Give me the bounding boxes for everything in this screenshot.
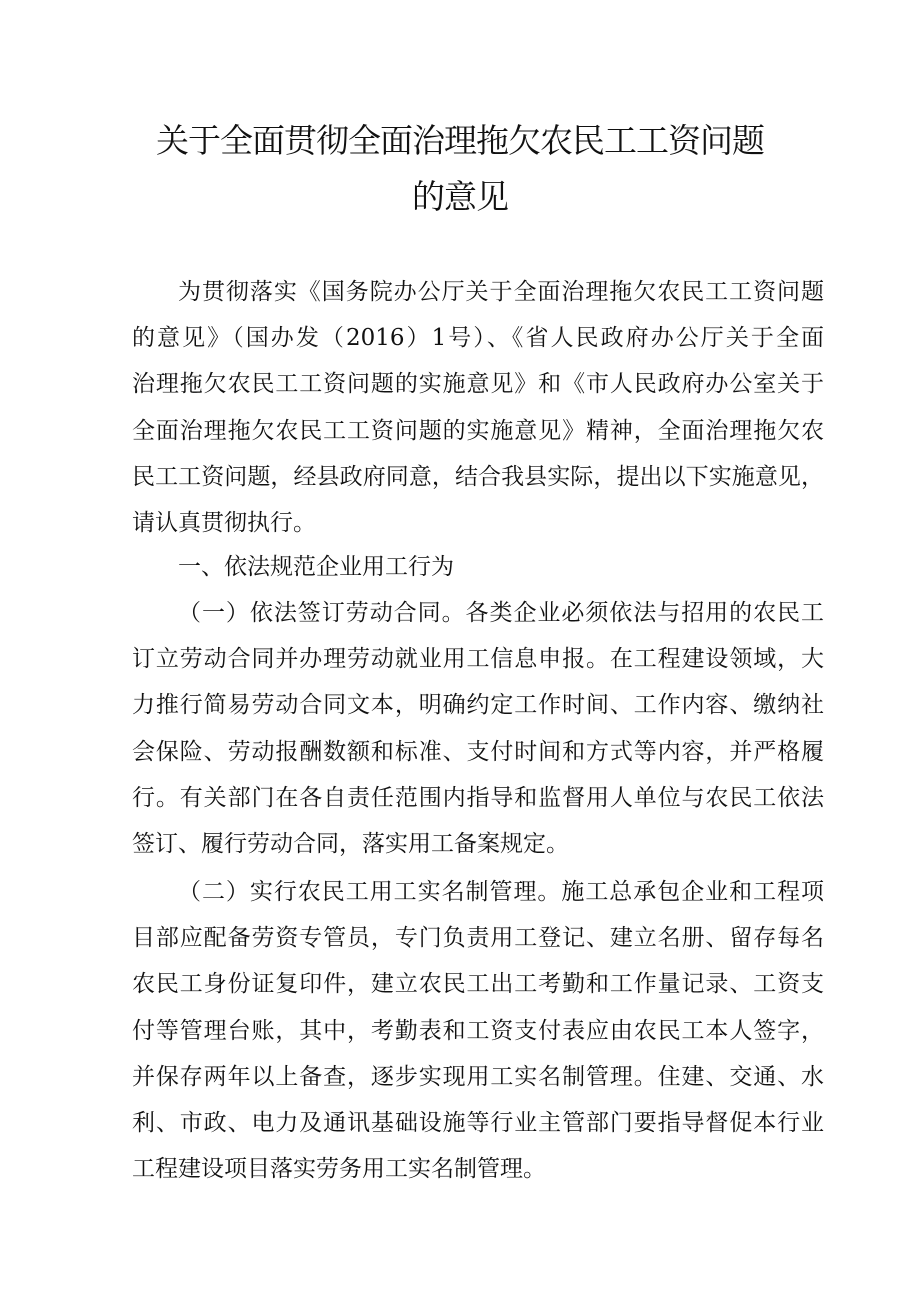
paragraph-line: （二）实行农民工用工实名制管理。施工总承包企业和工程项 xyxy=(178,879,824,905)
paragraph-line: 的意见》（国办发（2016）1号）、《省人民政府办公厅关于全面 xyxy=(132,325,824,352)
paragraph-line: 签订、履行劳动合同，落实用工备案规定。 xyxy=(132,830,569,857)
item-2-paragraph xyxy=(132,869,824,1192)
paragraph-line: 全面治理拖欠农民工工资问题的实施意见》精神，全面治理拖欠农 xyxy=(132,417,824,444)
document-title-line-1: 关于全面贯彻全面治理拖欠农民工工资问题 xyxy=(156,121,764,160)
paragraph-line: 订立劳动合同并办理劳动就业用工信息申报。在工程建设领域，大 xyxy=(132,646,824,673)
paragraph-line: 为贯彻落实《国务院办公厅关于全面治理拖欠农民工工资问题 xyxy=(178,279,824,305)
paragraph-line: 农民工身份证复印件，建立农民工出工考勤和工作量记录、工资支 xyxy=(132,971,824,998)
paragraph-line: （一）依法签订劳动合同。各类企业必须依法与招用的农民工 xyxy=(178,600,824,626)
item-1-paragraph xyxy=(132,590,824,867)
paragraph-line: 行。有关部门在各自责任范围内指导和监督用人单位与农民工依法 xyxy=(132,784,824,811)
paragraph-line: 民工工资问题，经县政府同意，结合我县实际，提出以下实施意见， xyxy=(132,463,824,490)
paragraph-line: 工程建设项目落实劳务用工实名制管理。 xyxy=(132,1156,546,1183)
paragraph-line: 治理拖欠农民工工资问题的实施意见》和《市人民政府办公室关于 xyxy=(132,371,824,398)
section-heading: 一、依法规范企业用工行为 xyxy=(178,554,454,580)
paragraph-line: 付等管理台账，其中，考勤表和工资支付表应由农民工本人签字， xyxy=(132,1017,824,1044)
paragraph-line: 请认真贯彻执行。 xyxy=(132,509,316,536)
paragraph-line: 目部应配备劳资专管员，专门负责用工登记、建立名册、留存每名 xyxy=(132,925,824,952)
document-title-line-2: 的意见 xyxy=(412,177,508,216)
paragraph-line: 力推行简易劳动合同文本，明确约定工作时间、工作内容、缴纳社 xyxy=(132,692,824,719)
paragraph-line: 会保险、劳动报酬数额和标准、支付时间和方式等内容，并严格履 xyxy=(132,738,824,765)
paragraph-line: 利、市政、电力及通讯基础设施等行业主管部门要指导督促本行业 xyxy=(132,1109,824,1136)
intro-paragraph xyxy=(132,269,824,546)
paragraph-line: 并保存两年以上备查，逐步实现用工实名制管理。住建、交通、水 xyxy=(132,1063,824,1090)
